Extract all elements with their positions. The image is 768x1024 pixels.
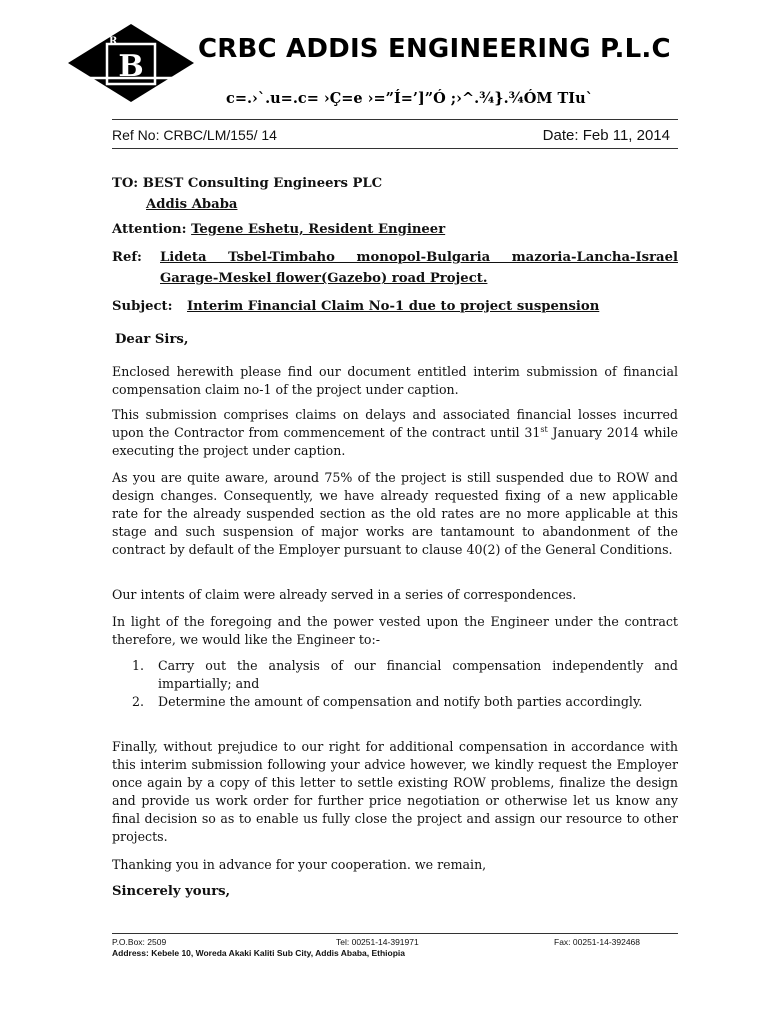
ref-line-1: Lideta Tsbel-Timbaho monopol-Bulgaria mazoria-Lancha-Israel [160, 250, 678, 265]
date-value: Feb 11, 2014 [582, 127, 670, 144]
paragraph-4: Our intents of claim were already served in a series of correspondences. [112, 587, 577, 602]
list-item-number: 1. [132, 658, 145, 673]
attention-line [112, 222, 678, 237]
list-item-text: Determine the amount of compensation and notify both parties accordingly. [158, 694, 643, 709]
ref-label: Ref: [112, 250, 142, 265]
ref-line-2: Garage-Meskel flower(Gazebo) road Project. [160, 271, 488, 286]
salutation: Dear Sirs, [115, 332, 189, 347]
recipient-name: TO: BEST Consulting Engineers PLC [112, 176, 383, 191]
attention-label: Attention: [112, 222, 192, 237]
logo-letter-r: R [109, 36, 118, 47]
footer-pobox: P.O.Box: 2509 [112, 937, 167, 947]
list-item [132, 657, 678, 693]
reference-line [112, 127, 678, 147]
company-name-amharic: c=.›`.u=.c= ›Ç=e ›=”Í=’]”Ó ;›^.¾}.¾ÓM TIu` [226, 90, 593, 107]
header-rule-bottom [112, 148, 678, 149]
date-label: Date: [542, 127, 583, 144]
letter-date [543, 127, 670, 144]
recipient-city: Addis Ababa [146, 197, 238, 212]
paragraph-2-part-a: This submission comprises claims on delays and associated financial losses incurred upon the Contractor from commencement of the contract until 31 [112, 407, 678, 440]
paragraph-1: Enclosed herewith please find our document entitled interim submission of financial compensation claim no-1 of the project under caption. [112, 364, 678, 397]
logo-letter-b: B [118, 49, 144, 84]
paragraph-5: In light of the foregoing and the power vested upon the Engineer under the contract therefore, we would like the Engineer to:- [112, 614, 678, 647]
footer-rule [112, 933, 678, 934]
subject-label: Subject: [112, 299, 173, 314]
reference-number: Ref No: CRBC/LM/155/ 14 [112, 127, 277, 143]
subject-value: Interim Financial Claim No-1 due to project suspension [187, 299, 600, 314]
paragraph-3: As you are quite aware, around 75% of the project is still suspended due to ROW and design changes. Consequently, we have already requested fixing of a new applicable rate for the already suspended section as the old rates are no more applicable at this stage and such suspension of major works are tantamount to abandonment of the contract by default of the Employer pursuant to clause 40(2) of the General Conditions. [112, 470, 678, 557]
footer-fax: Fax: 00251-14-392468 [554, 937, 641, 947]
paragraph-6: Finally, without prejudice to our right for additional compensation in accordance with this interim submission following your advice however, we kindly request the Employer once again by a copy of this letter to settle existing ROW problems, finalize the design and provide us work order for further price negotiation or otherwise let us know any final decision so as to enable us fully close the project and assign our resource to other projects. [112, 739, 678, 844]
paragraph-7: Thanking you in advance for your cooperation. we remain, [112, 857, 487, 872]
paragraph-2-part-b: January 2014 while executing the project under caption. [112, 425, 678, 458]
list-item [132, 693, 678, 729]
header-rule-top [112, 119, 678, 120]
list-item-number: 2. [132, 694, 145, 709]
footer-address: Address: Kebele 10, Woreda Akaki Kaliti Sub City, Addis Ababa, Ethiopia [112, 948, 406, 958]
company-name: CRBC ADDIS ENGINEERING P.L.C [198, 34, 671, 64]
list-item-text: Carry out the analysis of our financial compensation independently and impartially; and [158, 658, 678, 691]
attention-value: Tegene Eshetu, Resident Engineer [191, 222, 446, 237]
footer-tel: Tel: 00251-14-391971 [336, 937, 419, 947]
paragraph-2 [112, 406, 678, 460]
company-logo [66, 22, 196, 104]
paragraph-2-superscript: st [540, 424, 548, 434]
closing: Sincerely yours, [112, 884, 231, 899]
